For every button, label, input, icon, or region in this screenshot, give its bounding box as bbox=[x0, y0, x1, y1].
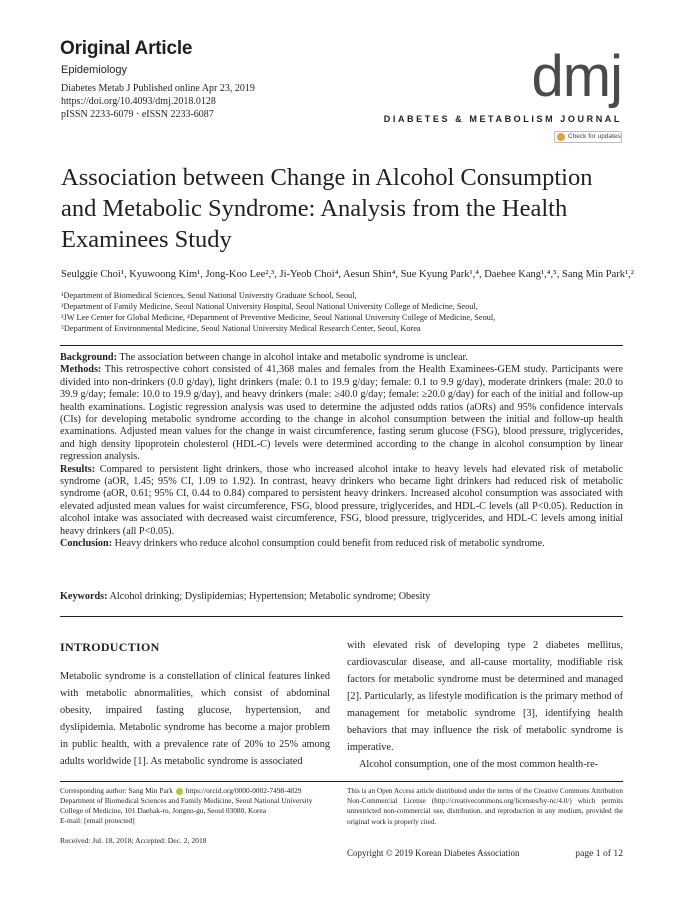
check-updates-label: Check for updates bbox=[568, 133, 621, 140]
section-heading: INTRODUCTION bbox=[60, 640, 160, 654]
background-label: Background: bbox=[60, 352, 117, 363]
methods-text: This retrospective cohort consisted of 41,368 males and females from the Health Examinees-GEM study. Participants were divided into non-drinkers (0.0 g/day), light drinkers (male: 0.1 to 19.9 g/day; female: 0.1 to 9.9 g/day), moderate drinkers (male: 20.0 to 39.9 g/day; female: 10.0 to 19.9 g/day), and heavy drinkers (male: ≥40.0 g/day; female: ≥20.0 g/day) for each of the initial and follow-up health examinations. Logistic regression analysis was used to determine the adjusted odds ratios (aORs) and 95% confidence intervals (CIs) for developing metabolic syndrome according to the change in alcohol consumption between the initial and follow-up health examinations. Adjusted mean values for the change in waist circumference, fasting serum glucose (FSG), blood pressure, triglycerides, and high density lipoprotein cholesterol (HDL-C) levels were determined according to the change in alcohol consumption by linear regression analysis. bbox=[60, 364, 623, 463]
keywords-label: Keywords: bbox=[60, 591, 108, 602]
article-type: Original Article bbox=[60, 38, 193, 59]
conclusion-label: Conclusion: bbox=[60, 538, 113, 550]
intro-column-left: Metabolic syndrome is a constellation of clinical features linked with metabolic abnormalities, which consist of abdominal obesity, impaired fasting glucose, hypertension, and dyslipidemia. Metabolic syndrome has become a major problem in public health, with a prevalence rate of 20% to 25% among adults worldwide [1]. As metabolic syndrome is associated bbox=[60, 671, 330, 767]
journal-name: DIABETES & METABOLISM JOURNAL bbox=[383, 114, 622, 124]
intro-column-right bbox=[347, 637, 623, 773]
corr-line: Department of Biomedical Sciences and Family Medicine, Seoul National University bbox=[60, 796, 313, 805]
received-dates: Received: Jul. 18, 2018; Accepted: Dec. 2, 2018 bbox=[60, 836, 207, 845]
article-section: Epidemiology bbox=[61, 64, 128, 76]
results-text: Compared to persistent light drinkers, those who increased alcohol intake to heavy levels had elevated risk of metabolic syndrome (aOR, 1.45; 95% CI, 1.09 to 1.92). In contrast, heavy drinkers who became light drinkers had reduced risk of metabolic syndrome (aOR, 0.61; 95% CI, 0.44 to 0.84) compared to persistent heavy drinkers. Increased alcohol consumption was associated with elevated adjusted mean values for waist circumference, FSG, blood pressure, triglycerides, and HDL-C levels (all P<0.05). Reduction in alcohol intake was associated with decreased waist circumference, FSG, blood pressure, triglycerides, and HDL-C levels among initial heavy drinkers (all P<0.05). bbox=[60, 463, 623, 537]
page-number: page 1 of 12 bbox=[575, 848, 623, 859]
corresponding-author bbox=[60, 786, 335, 826]
abstract-methods bbox=[60, 364, 623, 463]
abstract bbox=[60, 352, 623, 551]
issn-line: pISSN 2233-6079 · eISSN 2233-6087 bbox=[61, 109, 214, 120]
corr-email[interactable]: E-mail: [email protected] bbox=[60, 816, 135, 825]
affiliation-item: ²Department of Family Medicine, Seoul National University Hospital, Seoul National University College of Medicine, Seoul, bbox=[61, 302, 478, 311]
license-text: This is an Open Access article distributed under the terms of the Creative Commons Attribution Non-Commercial License (http://creativecommons.org/licenses/by-nc/4.0/) which permits unrestricted non-commercial use, distribution, and reproduction in any medium, provided the original work is properly cited. bbox=[347, 787, 623, 826]
divider bbox=[60, 781, 623, 782]
journal-logo: dmj bbox=[531, 44, 622, 109]
corr-name: Corresponding author: Sang Min Park bbox=[60, 786, 173, 795]
keywords bbox=[60, 591, 623, 602]
article-title: Association between Change in Alcohol Consumption and Metabolic Syndrome: Analysis from the Health Examinees Study bbox=[61, 164, 593, 253]
conclusion-text: Heavy drinkers who reduce alcohol consumption could benefit from reduced risk of metabolic syndrome. bbox=[112, 538, 545, 550]
keywords-text: Alcohol drinking; Dyslipidemias; Hypertension; Metabolic syndrome; Obesity bbox=[107, 591, 431, 602]
affiliation-item: ¹Department of Biomedical Sciences, Seoul National University Graduate School, Seoul, bbox=[61, 291, 357, 300]
abstract-background bbox=[60, 352, 623, 364]
intro-paragraph: with elevated risk of developing type 2 diabetes mellitus, cardiovascular disease, and all-cause mortality, modifiable risk factors for metabolic syndrome must be determined and managed [2]. Particularly, as lifestyle modification is the primary method of management for metabolic syndrome [3], identifying health behaviors that may influence the risk of metabolic syndrome is imperative. bbox=[347, 640, 623, 753]
author-list: Seulggie Choi¹, Kyuwoong Kim¹, Jong-Koo Lee²,³, Ji-Yeob Choi⁴, Aesun Shin⁴, Sue Kyung Park¹,⁴, Daehee Kang¹,⁴,⁵, Sang Min Park¹,² bbox=[61, 269, 634, 280]
abstract-conclusion bbox=[60, 538, 623, 550]
intro-paragraph: Alcohol consumption, one of the most common health-re- bbox=[359, 759, 599, 770]
methods-label: Methods: bbox=[60, 364, 102, 376]
orcid-link[interactable]: https://orcid.org/0000-0002-7498-4829 bbox=[185, 786, 302, 795]
copyright: Copyright © 2019 Korean Diabetes Association bbox=[347, 848, 520, 858]
check-updates-icon bbox=[557, 133, 565, 141]
corr-line bbox=[60, 786, 335, 796]
corr-line: College of Medicine, 101 Daehak-ro, Jongno-gu, Seoul 03080, Korea bbox=[60, 806, 267, 815]
divider bbox=[60, 345, 623, 346]
background-text: The association between change in alcohol intake and metabolic syndrome is unclear. bbox=[117, 352, 468, 363]
divider bbox=[60, 616, 623, 617]
doi-link[interactable]: https://doi.org/10.4093/dmj.2018.0128 bbox=[61, 96, 216, 107]
check-for-updates-button[interactable] bbox=[554, 131, 622, 143]
affiliation-item: ⁵Department of Environmental Medicine, Seoul National University Medical Research Center, Seoul, Korea bbox=[61, 324, 421, 333]
journal-line: Diabetes Metab J Published online Apr 23, 2019 bbox=[61, 83, 255, 94]
affiliation-item: ³JW Lee Center for Global Medicine, ⁴Department of Preventive Medicine, Seoul National University College of Medicine, Seoul, bbox=[61, 313, 496, 322]
affiliations bbox=[61, 290, 641, 334]
orcid-icon bbox=[176, 788, 183, 795]
abstract-results bbox=[60, 464, 623, 538]
results-label: Results: bbox=[60, 463, 96, 475]
